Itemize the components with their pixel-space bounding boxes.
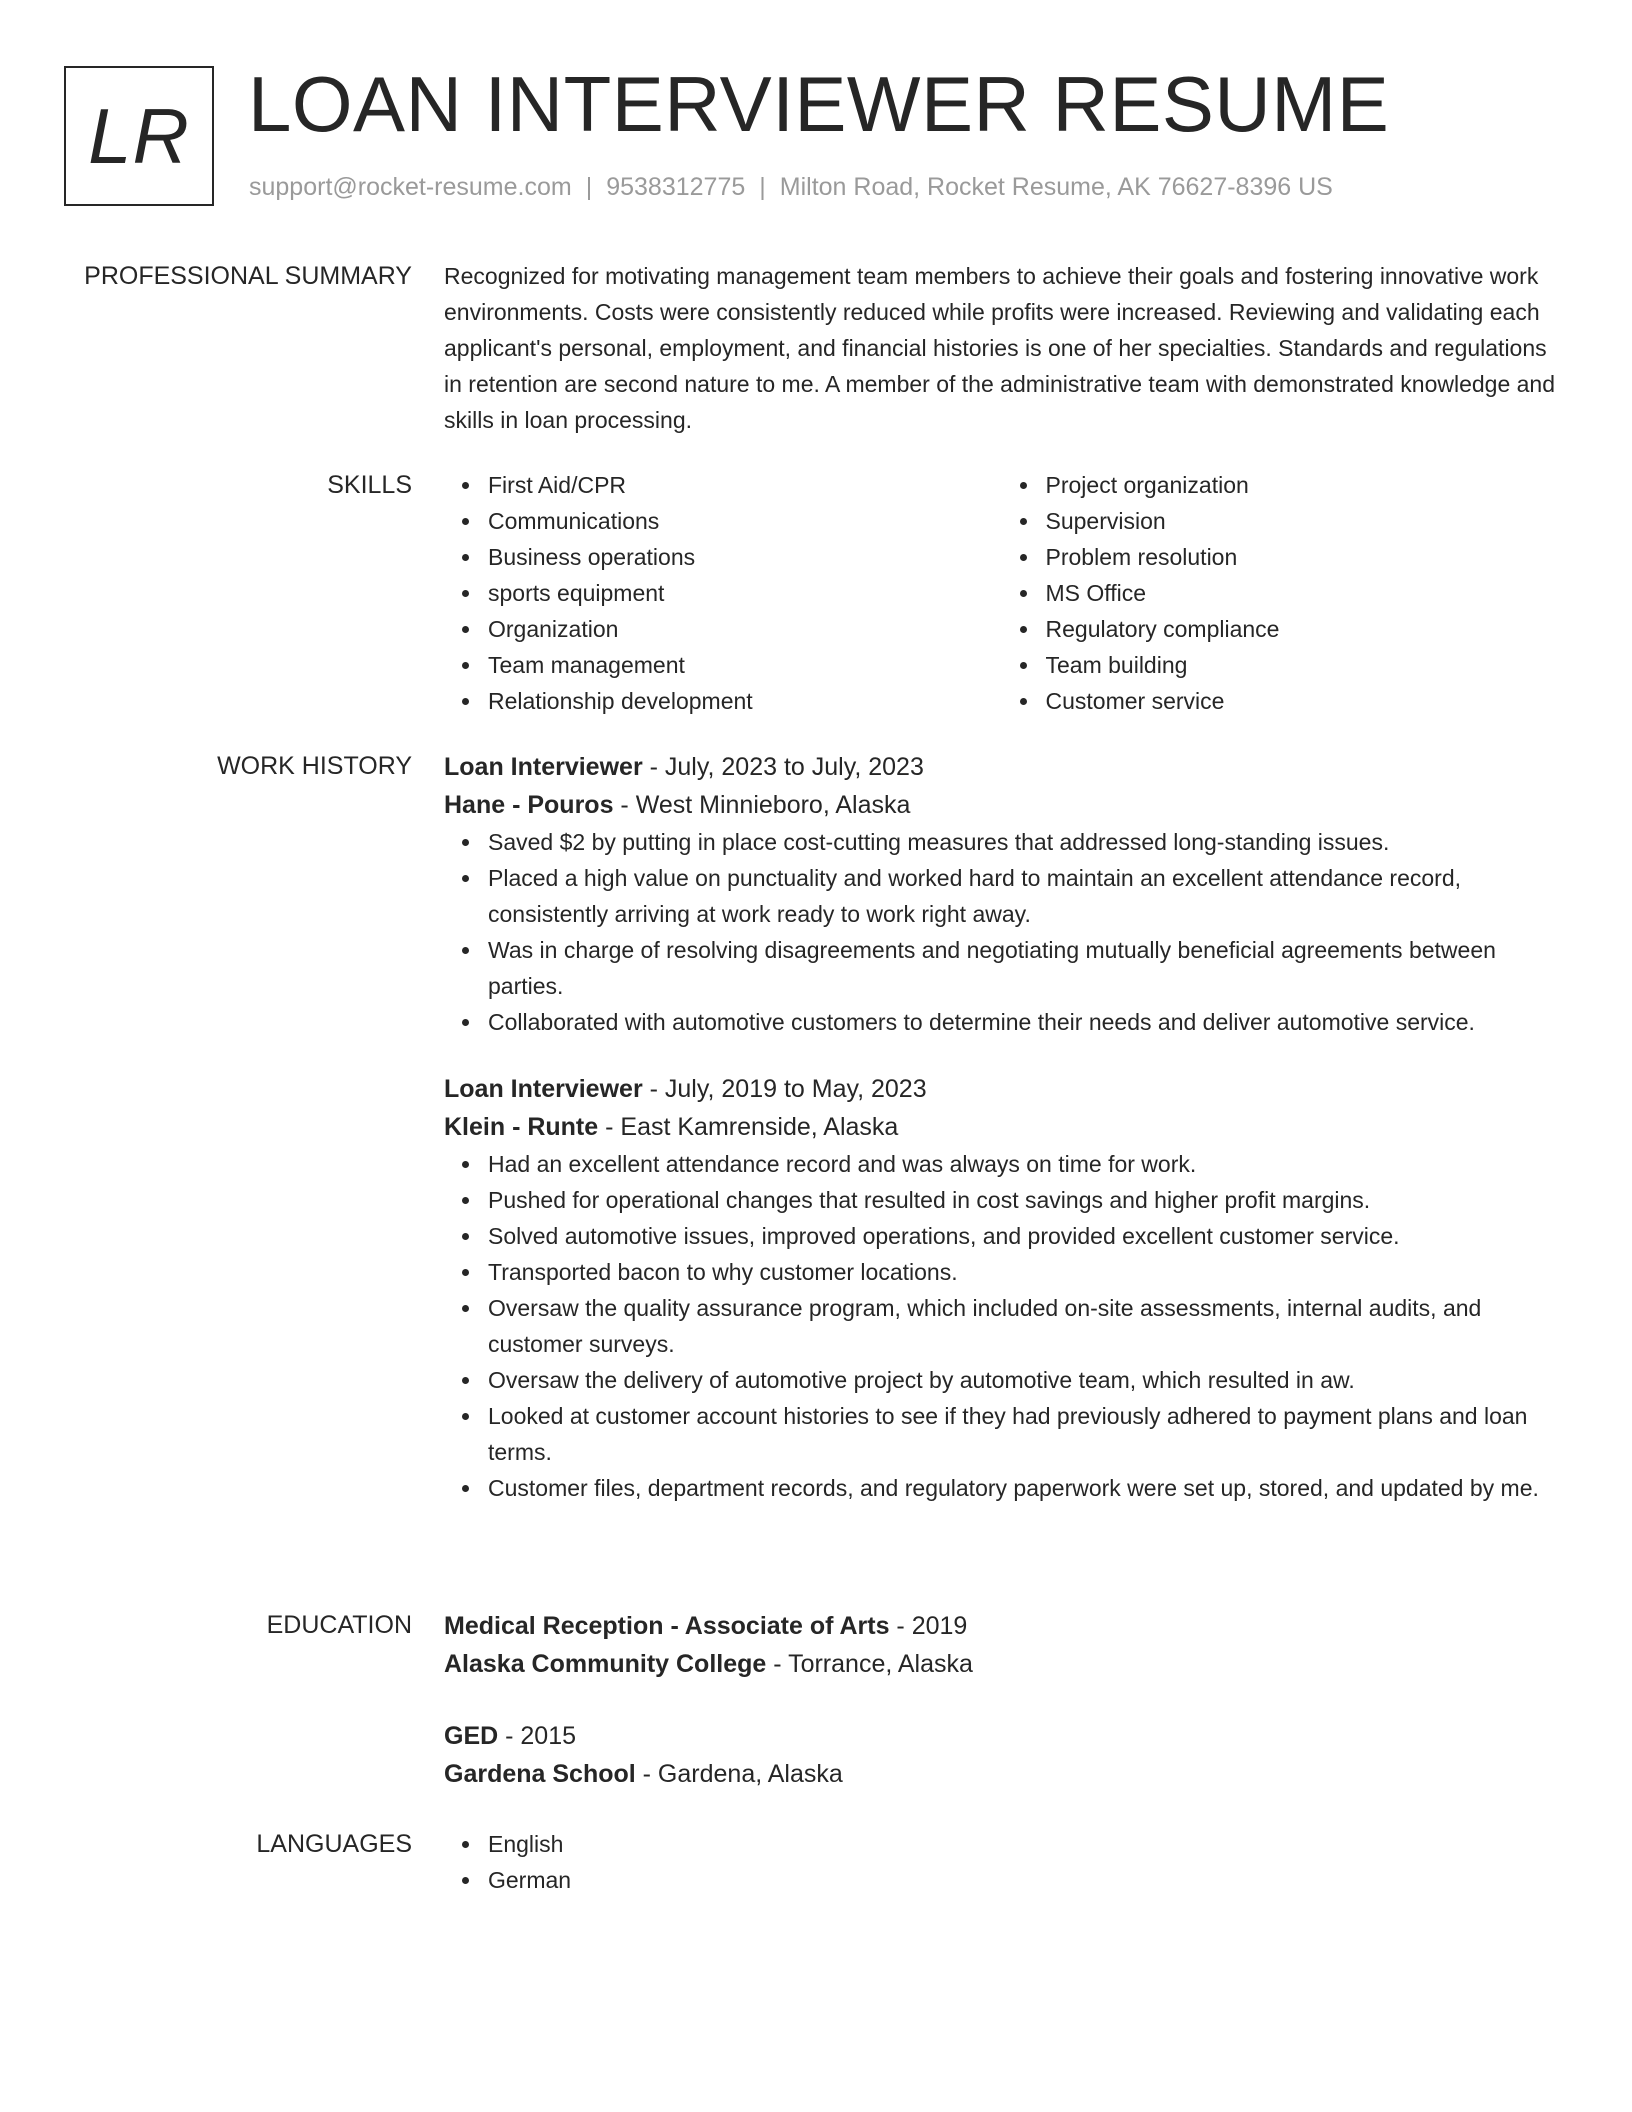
job-duty-item: Oversaw the quality assurance program, which included on-site assessments, internal audits, and customer surveys. xyxy=(488,1290,1559,1362)
job-duty-item: Looked at customer account histories to see if they had previously adhered to payment plans and loan terms. xyxy=(488,1398,1559,1470)
summary-heading: PROFESSIONAL SUMMARY xyxy=(84,262,412,290)
education-school: Alaska Community College xyxy=(444,1650,767,1678)
job-duty-item: Oversaw the delivery of automotive project by automotive team, which resulted in aw. xyxy=(488,1362,1559,1398)
job-company: Klein - Runte xyxy=(444,1113,599,1141)
contact-address: Milton Road, Rocket Resume, AK 76627-8396 US xyxy=(779,173,1333,201)
job-duty-item: Was in charge of resolving disagreements and negotiating mutually beneficial agreements between parties. xyxy=(488,932,1559,1004)
work-history-heading: WORK HISTORY xyxy=(217,752,412,780)
skill-item: Project organization xyxy=(1046,467,1560,503)
job-company: Hane - Pouros xyxy=(444,791,614,819)
language-item: German xyxy=(488,1862,1559,1898)
education-body xyxy=(444,1607,1559,1793)
languages-list xyxy=(444,1826,1559,1898)
education-school-line xyxy=(444,1755,1559,1793)
contact-line xyxy=(249,173,1333,202)
education-school-line xyxy=(444,1645,1559,1683)
job-location: - West Minnieboro, Alaska xyxy=(613,791,911,819)
work-history-body xyxy=(444,748,1559,1506)
skill-item: Customer service xyxy=(1046,683,1560,719)
job-duty-item: Collaborated with automotive customers to determine their needs and deliver automotive service. xyxy=(488,1004,1559,1040)
job-company-line xyxy=(444,1108,1559,1146)
languages-body xyxy=(444,1826,1559,1898)
education-degree-line xyxy=(444,1607,1559,1645)
contact-phone: 9538312775 xyxy=(606,173,746,201)
job-duty-item: Had an excellent attendance record and was always on time for work. xyxy=(488,1146,1559,1182)
skill-item: Organization xyxy=(488,611,1002,647)
job-company-line xyxy=(444,786,1559,824)
job-duty-item: Transported bacon to why customer locations. xyxy=(488,1254,1559,1290)
education-entry xyxy=(444,1607,1559,1683)
skills-body xyxy=(444,467,1559,719)
job-entry xyxy=(444,748,1559,1040)
skill-item: Business operations xyxy=(488,539,1002,575)
job-duty-item: Customer files, department records, and regulatory paperwork were set up, stored, and updated by me. xyxy=(488,1470,1559,1506)
education-year: - 2019 xyxy=(889,1612,968,1640)
contact-separator: | xyxy=(759,173,766,201)
skill-item: First Aid/CPR xyxy=(488,467,1002,503)
education-entry xyxy=(444,1717,1559,1793)
education-school: Gardena School xyxy=(444,1760,636,1788)
job-location: - East Kamrenside, Alaska xyxy=(598,1113,899,1141)
job-title-line xyxy=(444,748,1559,786)
education-degree-line xyxy=(444,1717,1559,1755)
job-title-line xyxy=(444,1070,1559,1108)
job-dates: - July, 2019 to May, 2023 xyxy=(642,1075,927,1103)
job-duty-item: Saved $2 by putting in place cost-cutting measures that addressed long-standing issues. xyxy=(488,824,1559,860)
job-dates: - July, 2023 to July, 2023 xyxy=(642,753,924,781)
languages-heading: LANGUAGES xyxy=(256,1830,412,1858)
education-heading: EDUCATION xyxy=(266,1611,412,1639)
job-duty-item: Placed a high value on punctuality and worked hard to maintain an excellent attendance record, consistently arriving at work ready to work right away. xyxy=(488,860,1559,932)
job-entry xyxy=(444,1070,1559,1506)
skill-item: Regulatory compliance xyxy=(1046,611,1560,647)
contact-separator: | xyxy=(585,173,593,201)
education-location: - Torrance, Alaska xyxy=(766,1650,973,1678)
skill-item: Communications xyxy=(488,503,1002,539)
contact-email: support@rocket-resume.com xyxy=(249,173,572,201)
language-item: English xyxy=(488,1826,1559,1862)
skill-item: Team building xyxy=(1046,647,1560,683)
education-degree: GED xyxy=(444,1722,499,1750)
skills-heading: SKILLS xyxy=(327,471,412,499)
skill-item: Supervision xyxy=(1046,503,1560,539)
resume-title: LOAN INTERVIEWER RESUME xyxy=(248,60,1390,148)
summary-body xyxy=(444,258,1559,438)
skill-item: MS Office xyxy=(1046,575,1560,611)
education-degree: Medical Reception - Associate of Arts xyxy=(444,1612,890,1640)
job-title: Loan Interviewer xyxy=(444,1075,643,1103)
skills-list-left xyxy=(444,467,1002,719)
skill-item: Problem resolution xyxy=(1046,539,1560,575)
job-duty-item: Solved automotive issues, improved operations, and provided excellent customer service. xyxy=(488,1218,1559,1254)
education-year: - 2015 xyxy=(498,1722,577,1750)
summary-text: Recognized for motivating management team members to achieve their goals and fostering innovative work environments. Costs were consistently reduced while profits were increased. Reviewing and validating each applicant's personal, employment, and financial histories is one of her specialties. Standards and regulations in retention are second nature to me. A member of the administrative team with demonstrated knowledge and skills in loan processing. xyxy=(444,263,1556,433)
monogram-logo: LR xyxy=(64,66,214,206)
job-duties-list xyxy=(444,824,1559,1040)
job-title: Loan Interviewer xyxy=(444,753,643,781)
education-location: - Gardena, Alaska xyxy=(635,1760,843,1788)
skill-item: Team management xyxy=(488,647,1002,683)
skills-list-right xyxy=(1002,467,1560,719)
skill-item: sports equipment xyxy=(488,575,1002,611)
job-duty-item: Pushed for operational changes that resulted in cost savings and higher profit margins. xyxy=(488,1182,1559,1218)
job-duties-list xyxy=(444,1146,1559,1506)
skill-item: Relationship development xyxy=(488,683,1002,719)
